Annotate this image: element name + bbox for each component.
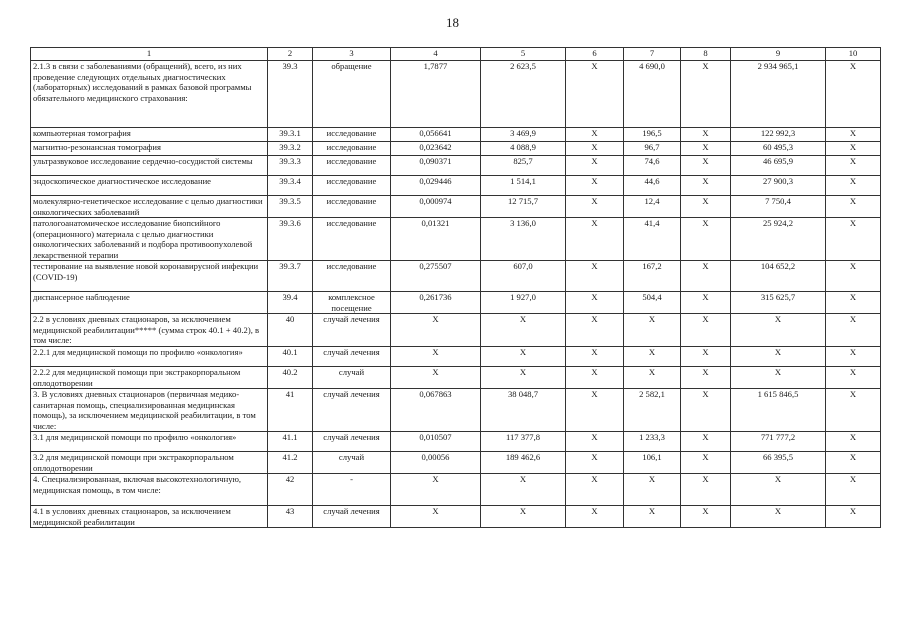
table-cell: X	[566, 142, 624, 156]
table-cell: X	[731, 314, 826, 347]
table-cell: X	[566, 452, 624, 474]
table-cell: 122 992,3	[731, 128, 826, 142]
table-cell: 189 462,6	[481, 452, 566, 474]
table-cell: 3 469,9	[481, 128, 566, 142]
table-cell: X	[481, 314, 566, 347]
table-cell: X	[624, 314, 681, 347]
table-row	[31, 506, 881, 528]
table-cell: 41.2	[268, 452, 313, 474]
table-row	[31, 196, 881, 218]
table-cell: X	[481, 474, 566, 506]
table-cell: 117 377,8	[481, 432, 566, 452]
table-cell: 2 934 965,1	[731, 61, 826, 128]
header-cell: 8	[681, 48, 731, 61]
table-cell: 39.3.4	[268, 176, 313, 196]
table-cell: 39.3.2	[268, 142, 313, 156]
table-cell: X	[826, 292, 881, 314]
table-cell: 96,7	[624, 142, 681, 156]
table-cell: X	[681, 218, 731, 261]
table-cell: X	[826, 452, 881, 474]
table-cell: X	[566, 261, 624, 292]
table-cell: 0,023642	[391, 142, 481, 156]
header-cell: 4	[391, 48, 481, 61]
table-cell: случай лечения	[313, 389, 391, 432]
table-cell: X	[566, 218, 624, 261]
table-cell: 39.3.5	[268, 196, 313, 218]
table-cell: 607,0	[481, 261, 566, 292]
table-cell: 39.4	[268, 292, 313, 314]
table-cell: X	[566, 176, 624, 196]
row-label-cell: молекулярно-генетическое исследование с целью диагностики онкологических заболеваний	[31, 196, 268, 218]
table-cell: 1 233,3	[624, 432, 681, 452]
table-cell: X	[826, 432, 881, 452]
table-row	[31, 314, 881, 347]
header-cell: 9	[731, 48, 826, 61]
table-cell: 0,261736	[391, 292, 481, 314]
table-cell: 4 088,9	[481, 142, 566, 156]
table-cell: 0,029446	[391, 176, 481, 196]
table-cell: 27 900,3	[731, 176, 826, 196]
table-cell: X	[826, 176, 881, 196]
table-cell: 7 750,4	[731, 196, 826, 218]
table-cell: 315 625,7	[731, 292, 826, 314]
table-cell: 106,1	[624, 452, 681, 474]
table-cell: X	[826, 506, 881, 528]
table-cell: X	[681, 61, 731, 128]
row-label-cell: диспансерное наблюдение	[31, 292, 268, 314]
table-cell: 74,6	[624, 156, 681, 176]
header-cell: 2	[268, 48, 313, 61]
table-cell: X	[624, 474, 681, 506]
row-label-cell: ультразвуковое исследование сердечно-сосудистой системы	[31, 156, 268, 176]
table-cell: 40.1	[268, 347, 313, 367]
table-cell: X	[681, 142, 731, 156]
table-cell: X	[681, 506, 731, 528]
table-cell: 2 623,5	[481, 61, 566, 128]
table-cell: X	[566, 61, 624, 128]
table-cell: 39.3.7	[268, 261, 313, 292]
table-row	[31, 452, 881, 474]
table-cell: 66 395,5	[731, 452, 826, 474]
table-cell: 2 582,1	[624, 389, 681, 432]
row-label-cell: 2.2 в условиях дневных стационаров, за исключением медицинской реабилитации***** (сумма строк 40.1 + 40.2), в том числе:	[31, 314, 268, 347]
table-cell: X	[391, 506, 481, 528]
table-cell: исследование	[313, 128, 391, 142]
table-cell: X	[826, 142, 881, 156]
table-cell: 4 690,0	[624, 61, 681, 128]
table-cell: X	[391, 347, 481, 367]
table-cell: X	[624, 347, 681, 367]
table-cell: X	[826, 389, 881, 432]
table-cell: X	[731, 367, 826, 389]
row-label-cell: 3.1 для медицинской помощи по профилю «онкология»	[31, 432, 268, 452]
table-cell: X	[731, 506, 826, 528]
table-cell: X	[566, 196, 624, 218]
table-cell: X	[481, 347, 566, 367]
table-cell: 0,010507	[391, 432, 481, 452]
page-number: 18	[446, 15, 459, 30]
table-cell: 0,056641	[391, 128, 481, 142]
table-cell: X	[826, 156, 881, 176]
table-cell: X	[481, 367, 566, 389]
row-label-cell: патологоанатомическое исследование биопсийного (операционного) материала с целью диагностики онкологических заболеваний и подбора противоопухолевой лекарственной терапии	[31, 218, 268, 261]
table-cell: 0,067863	[391, 389, 481, 432]
table-cell: 196,5	[624, 128, 681, 142]
table-cell: X	[681, 176, 731, 196]
table-cell: 43	[268, 506, 313, 528]
table-cell: 25 924,2	[731, 218, 826, 261]
table-cell: случай лечения	[313, 432, 391, 452]
table-row	[31, 389, 881, 432]
table-cell: X	[826, 367, 881, 389]
table-cell: X	[624, 367, 681, 389]
row-label-cell: 2.2.1 для медицинской помощи по профилю «онкология»	[31, 347, 268, 367]
row-label-cell: 4.1 в условиях дневных стационаров, за исключением медицинской реабилитации	[31, 506, 268, 528]
table-row	[31, 347, 881, 367]
header-cell: 10	[826, 48, 881, 61]
table-cell: 825,7	[481, 156, 566, 176]
table-cell: исследование	[313, 176, 391, 196]
table-cell: 40	[268, 314, 313, 347]
table-row	[31, 218, 881, 261]
table-cell: X	[826, 474, 881, 506]
table-cell: 1 927,0	[481, 292, 566, 314]
table-cell: X	[566, 128, 624, 142]
table-cell: обращение	[313, 61, 391, 128]
table-row	[31, 432, 881, 452]
table-cell: 0,000974	[391, 196, 481, 218]
table-cell: X	[681, 261, 731, 292]
table-cell: 0,275507	[391, 261, 481, 292]
table-cell: X	[681, 196, 731, 218]
table-cell: 42	[268, 474, 313, 506]
table-cell: 12,4	[624, 196, 681, 218]
table-cell: X	[826, 314, 881, 347]
table-cell: 44,6	[624, 176, 681, 196]
table-cell: X	[731, 474, 826, 506]
table-cell: случай	[313, 452, 391, 474]
table-cell: X	[566, 389, 624, 432]
table-cell: 0,01321	[391, 218, 481, 261]
table-row	[31, 176, 881, 196]
table-cell: X	[681, 432, 731, 452]
table-cell: 1,7877	[391, 61, 481, 128]
table-cell: 39.3.3	[268, 156, 313, 176]
table-cell: X	[681, 347, 731, 367]
table-cell: случай	[313, 367, 391, 389]
table-cell: 41	[268, 389, 313, 432]
table-cell: X	[681, 128, 731, 142]
table-cell: X	[566, 474, 624, 506]
table-cell: исследование	[313, 218, 391, 261]
table-cell: X	[624, 506, 681, 528]
table-cell: 60 495,3	[731, 142, 826, 156]
table-cell: X	[681, 452, 731, 474]
table-cell: X	[566, 156, 624, 176]
table-cell: X	[826, 61, 881, 128]
table-cell: 39.3	[268, 61, 313, 128]
header-cell: 6	[566, 48, 624, 61]
table-cell: 1 615 846,5	[731, 389, 826, 432]
table-cell: X	[391, 367, 481, 389]
table-cell: 39.3.6	[268, 218, 313, 261]
row-label-cell: 3. В условиях дневных стационаров (первичная медико-санитарная помощь, специализированная медицинская помощь), за исключением медицинской реабилитации, в том числе:	[31, 389, 268, 432]
table-cell: 39.3.1	[268, 128, 313, 142]
row-label-cell: 2.2.2 для медицинской помощи при экстракорпоральном оплодотворении	[31, 367, 268, 389]
table-row	[31, 128, 881, 142]
table-cell: X	[681, 389, 731, 432]
table-cell: X	[826, 196, 881, 218]
table-row	[31, 367, 881, 389]
header-cell: 3	[313, 48, 391, 61]
table-cell: X	[391, 474, 481, 506]
table-cell: 38 048,7	[481, 389, 566, 432]
table-cell: комплексное посещение	[313, 292, 391, 314]
row-label-cell: 3.2 для медицинской помощи при экстракорпоральном оплодотворении	[31, 452, 268, 474]
table-cell: X	[566, 367, 624, 389]
table-cell: 41,4	[624, 218, 681, 261]
table-header-row	[31, 48, 881, 61]
header-cell: 7	[624, 48, 681, 61]
table-cell: случай лечения	[313, 347, 391, 367]
table-cell: 41.1	[268, 432, 313, 452]
table-cell: X	[566, 347, 624, 367]
table-cell: исследование	[313, 142, 391, 156]
table-cell: исследование	[313, 156, 391, 176]
table-cell: X	[826, 128, 881, 142]
table-cell: 771 777,2	[731, 432, 826, 452]
table-body	[31, 48, 881, 528]
table-cell: 40.2	[268, 367, 313, 389]
table-cell: исследование	[313, 261, 391, 292]
table-cell: X	[566, 432, 624, 452]
table-cell: X	[826, 218, 881, 261]
table-row	[31, 474, 881, 506]
table-cell: 104 652,2	[731, 261, 826, 292]
table-cell: X	[826, 261, 881, 292]
header-cell: 5	[481, 48, 566, 61]
table-cell: X	[681, 367, 731, 389]
table-cell: X	[391, 314, 481, 347]
table-cell: 1 514,1	[481, 176, 566, 196]
table-cell: -	[313, 474, 391, 506]
table-cell: X	[681, 474, 731, 506]
table-cell: X	[566, 506, 624, 528]
row-label-cell: 2.1.3 в связи с заболеваниями (обращений), всего, из них проведение следующих отдельных диагностических (лабораторных) исследований в рамках базовой программы обязательного медицинского страхования:	[31, 61, 268, 128]
row-label-cell: компьютерная томография	[31, 128, 268, 142]
table-cell: 504,4	[624, 292, 681, 314]
table-cell: исследование	[313, 196, 391, 218]
table-cell: X	[681, 292, 731, 314]
header-cell: 1	[31, 48, 268, 61]
table-cell: 0,090371	[391, 156, 481, 176]
table-cell: 0,00056	[391, 452, 481, 474]
table-cell: случай лечения	[313, 506, 391, 528]
table-cell: X	[566, 292, 624, 314]
table-row	[31, 261, 881, 292]
row-label-cell: 4. Специализированная, включая высокотехнологичную, медицинская помощь, в том числе:	[31, 474, 268, 506]
table-cell: 12 715,7	[481, 196, 566, 218]
data-table	[30, 47, 881, 528]
table-cell: 167,2	[624, 261, 681, 292]
table-row	[31, 61, 881, 128]
table-cell: 3 136,0	[481, 218, 566, 261]
row-label-cell: эндоскопическое диагностическое исследование	[31, 176, 268, 196]
row-label-cell: тестирование на выявление новой коронавирусной инфекции (COVID-19)	[31, 261, 268, 292]
table-cell: X	[566, 314, 624, 347]
table-cell: X	[681, 156, 731, 176]
table-row	[31, 156, 881, 176]
table-cell: X	[481, 506, 566, 528]
table-row	[31, 142, 881, 156]
table-cell: 46 695,9	[731, 156, 826, 176]
table-cell: X	[826, 347, 881, 367]
table-cell: X	[681, 314, 731, 347]
table-cell: X	[731, 347, 826, 367]
table-cell: случай лечения	[313, 314, 391, 347]
table-row	[31, 292, 881, 314]
row-label-cell: магнитно-резонансная томография	[31, 142, 268, 156]
